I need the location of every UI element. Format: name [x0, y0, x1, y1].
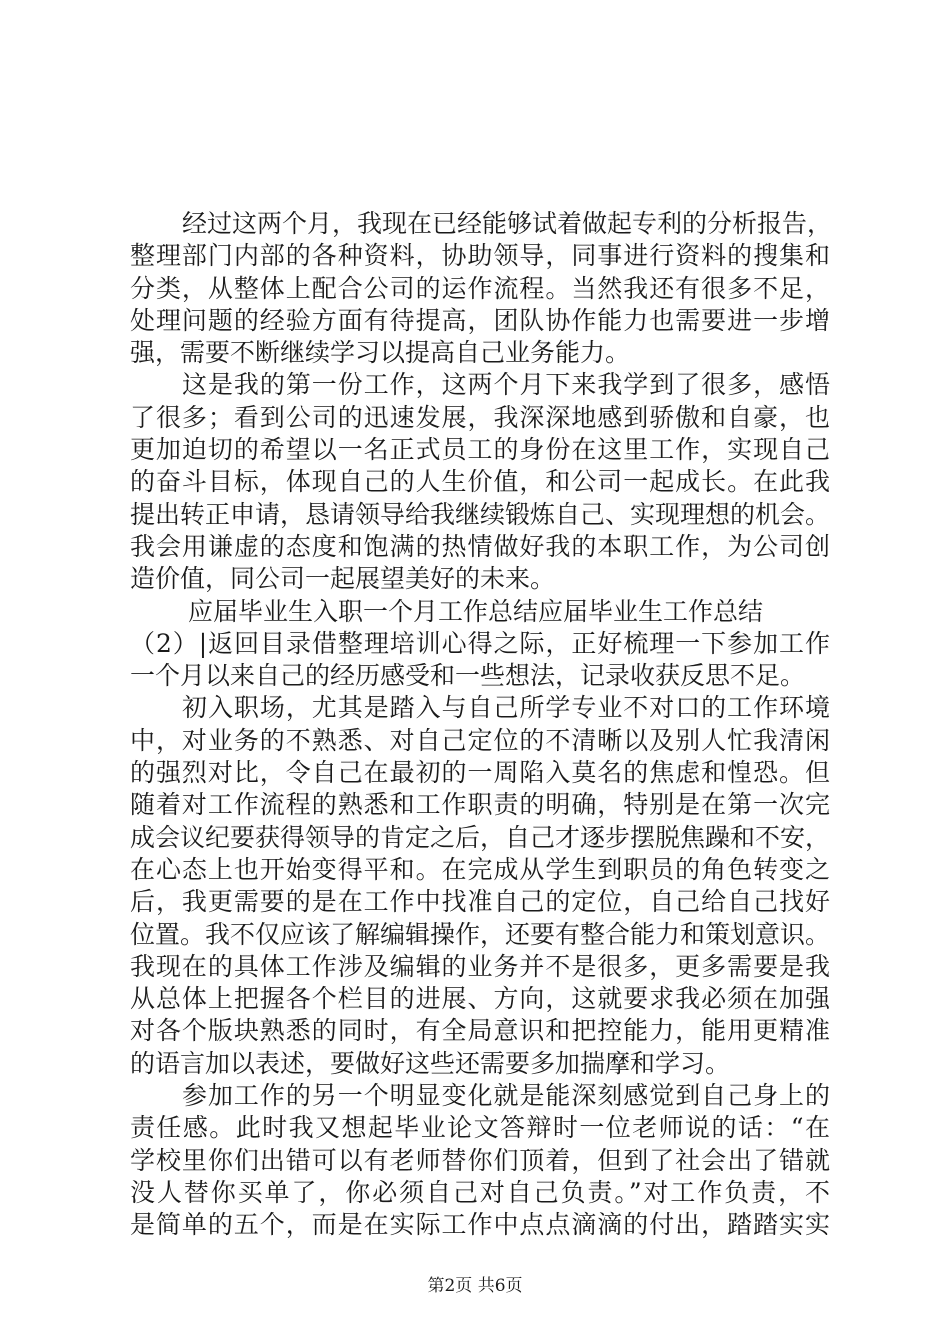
paragraph-line: 没人替你买单了，你必须自己对自己负责。”对工作负责，不 [130, 1177, 830, 1207]
paragraph-line: 造价值，同公司一起展望美好的未来。 [130, 564, 556, 594]
paragraph-line: 整理部门内部的各种资料，协助领导，同事进行资料的搜集和 [130, 241, 830, 271]
paragraph-line: 位置。我不仅应该了解编辑操作，还要有整合能力和策划意识。 [130, 919, 831, 949]
paragraph-line: 我会用谦虚的态度和饱满的热情做好我的本职工作，为公司创 [130, 531, 830, 561]
paragraph-line: 更加迫切的希望以一名正式员工的身份在这里工作，实现自己 [130, 435, 830, 465]
paragraph-line: 责任感。此时我又想起毕业论文答辩时一位老师说的话：“在 [130, 1113, 830, 1143]
paragraph-line: 经过这两个月，我现在已经能够试着做起专利的分析报告， [182, 209, 833, 238]
paragraph-line: 从总体上把握各个栏目的进展、方向，这就要求我必须在加强 [130, 984, 830, 1014]
paragraph-line: 了很多；看到公司的迅速发展，我深深地感到骄傲和自豪，也 [130, 402, 830, 432]
paragraph-line: 一个月以来自己的经历感受和一些想法，记录收获反思不足。 [130, 661, 806, 691]
paragraph-line: 学校里你们出错可以有老师替你们顶着，但到了社会出了错就 [130, 1145, 830, 1175]
paragraph-line: 在心态上也开始变得平和。在完成从学生到职员的角色转变之 [130, 854, 830, 884]
paragraph-line: 的强烈对比，令自己在最初的一周陷入莫名的焦虑和惶恐。但 [130, 758, 830, 788]
paragraph-line: （2）|返回目录借整理培训心得之际，正好梳理一下参加工作 [130, 628, 830, 658]
paragraph-line: 成会议纪要获得领导的肯定之后，自己才逐步摆脱焦躁和不安， [130, 822, 831, 852]
paragraph-line: 后，我更需要的是在工作中找准自己的定位，自己给自己找好 [130, 887, 830, 917]
paragraph-line: 初入职场，尤其是踏入与自己所学专业不对口的工作环境 [182, 693, 830, 723]
paragraph-line: 我现在的具体工作涉及编辑的业务并不是很多，更多需要是我 [130, 951, 830, 981]
paragraph-line: 中，对业务的不熟悉、对自己定位的不清晰以及别人忙我清闲 [130, 725, 830, 755]
paragraph-line: 随着对工作流程的熟悉和工作职责的明确，特别是在第一次完 [130, 790, 830, 820]
body-text [130, 208, 833, 1242]
paragraph-line: 对各个版块熟悉的同时，有全局意识和把控能力，能用更精准 [130, 1016, 830, 1046]
section-heading-line: 应届毕业生入职一个月工作总结应届毕业生工作总结 [188, 596, 764, 626]
page-footer: 第2页 共6页 [427, 1276, 523, 1296]
paragraph-line: 提出转正申请，恳请领导给我继续锻炼自己、实现理想的机会。 [130, 499, 831, 529]
paragraph-line: 的语言加以表述，要做好这些还需要多加揣摩和学习。 [130, 1048, 731, 1078]
paragraph-line: 的奋斗目标，体现自己的人生价值，和公司一起成长。在此我 [130, 467, 830, 497]
paragraph-line: 分类，从整体上配合公司的运作流程。当然我还有很多不足， [130, 273, 830, 303]
paragraph-line: 处理问题的经验方面有待提高，团队协作能力也需要进一步增 [130, 305, 830, 335]
paragraph-line: 是简单的五个，而是在实际工作中点点滴滴的付出，踏踏实实 [130, 1210, 830, 1240]
paragraph-line: 这是我的第一份工作，这两个月下来我学到了很多，感悟 [182, 370, 830, 400]
paragraph-line: 强，需要不断继续学习以提高自己业务能力。 [130, 338, 631, 368]
paragraph-line: 参加工作的另一个明显变化就是能深刻感觉到自己身上的 [182, 1081, 830, 1111]
